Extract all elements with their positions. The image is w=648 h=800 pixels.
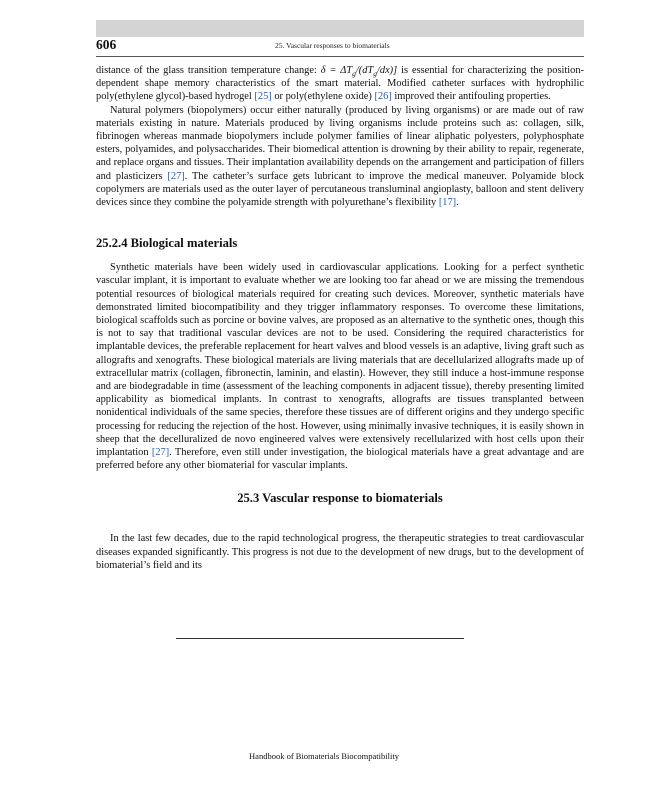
paragraph-vascular-response: In the last few decades, due to the rapid technological progress, the therapeutic strategies to treat cardiovascular diseases expanded significantly. This progress is not due to the development of new drugs, but to the development of biomaterial’s field and its <box>96 533 584 571</box>
paragraph-biological-materials: Synthetic materials have been widely used in cardiovascular applications. Looking for a perfect synthetic vascular implant, it is important to evaluate whether we are looking too far ahead or we are missing the tremendous potential resources of biological materials required for creating such devices. Moreover, synthetic materials have demonstrated limited biocompatibility and they trigger inflammatory responses. To overcome these limitations, biological scaffolds such as porcine or bovine valves, are proposed as an alternative to the synthetic ones, though this is not to say that traditional vascular devices are not to be used. Considering the required characteristics for implantable devices, the preferable replacement for heart valves and blood vessels is an adaptive, living graft such as allografts and xenografts. These biological materials are living materials that are decellularized allografts made up of extracellular matrix (collagen, fibronectin, laminin, and elastin). However, they still induce a host-immune response and are biodegradable in time (assessment of the leaching components in adjacent tissue), thereby presenting limited applicability as biomedical implants. In contrast to xenografts, allografts are tissues transplanted between nonidentical individuals of the same species, therefore these tissues are of different origins and they undergo specific processing for reducing the rejection of the host. However, using minimally invasive techniques, it is easily shown in sheep that the decelluralized de novo engineered valves were extensively recellularized with host cells upon their implantation [27]. Therefore, even still under investigation, the biological materials have a great advantage and are preferred before any other biomaterial for vascular implants. <box>96 262 584 472</box>
citation-link[interactable]: [27] <box>167 170 185 182</box>
citation-link[interactable]: [26] <box>374 91 392 103</box>
citation-link[interactable]: [17] <box>438 197 457 209</box>
section-heading: 25.3 Vascular response to biomaterials <box>237 491 443 506</box>
section-rule <box>176 638 464 639</box>
page-number: 606 <box>96 37 117 52</box>
citation-link[interactable]: [27] <box>151 447 170 459</box>
paragraph-natural-polymers: Natural polymers (biopolymers) occur either naturally (produced by living organisms) or are made out of raw materials existing in nature. Materials produced by living organisms include proteins such as: collagen, silk, fibrinogen whereas manmade biopolymers include polymer families of linear aliphatic polyesters, polyphosphate esters, polyamides, and polysaccharides. Their biomedical attention is drowning by their ability to repair, regenerate, and replace organs and tissues. Their implantation availability depends on the arrangement and participation of fillers and plasticizers [27]. The catheter’s surface gets lubricant to improve the medical maneuver. Polyamide block copolymers are materials used as the outer layer of percutaneous transluminal angioplasty, balloon and stent delivery devices since they combine the polyamide strength with polyurethane’s flexibility [17]. <box>96 104 584 209</box>
page-body <box>96 64 584 572</box>
equation: $\delta = \Delta T_g/(dT_g/dx)$] <box>320 65 398 79</box>
header-rule <box>96 56 584 57</box>
paragraph-glass-transition: distance of the glass transition temperature change: $\delta = \Delta T_g/(dT_g/dx)$] is essential for characterizing the position-dependent shape memory characteristics of the smart material. Modified catheter surfaces with hydrophilic poly(ethylene glycol)-based hydrogel [25] or poly(ethylene oxide) [26] improved their antifouling properties. <box>96 65 585 103</box>
running-head: 25. Vascular responses to biomaterials <box>275 41 390 50</box>
citation-link[interactable]: [25] <box>254 91 272 103</box>
subsection-heading: 25.2.4 Biological materials <box>96 236 238 251</box>
header-band <box>96 20 584 37</box>
footer-book-title: Handbook of Biomaterials Biocompatibility <box>249 751 399 761</box>
